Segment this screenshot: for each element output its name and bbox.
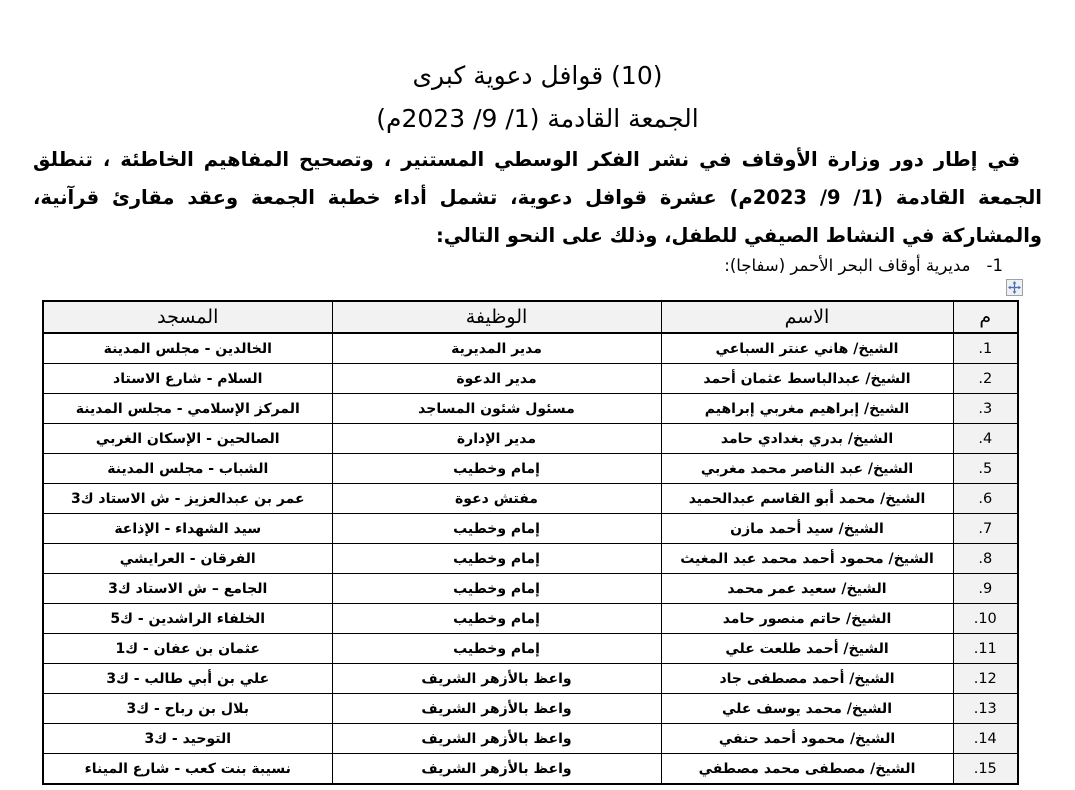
sheikh-name-cell: الشيخ/ بدري بغدادي حامد xyxy=(661,424,953,454)
job-title-cell: مدير المديرية xyxy=(332,333,661,364)
table-header-row xyxy=(43,301,1018,333)
job-title-cell: إمام وخطيب xyxy=(332,514,661,544)
mosque-cell: عمر بن عبدالعزيز - ش الاستاد ك3 xyxy=(43,484,332,514)
row-number-cell: 2. xyxy=(953,364,1018,394)
table-row xyxy=(43,424,1018,454)
header-number: م xyxy=(953,301,1018,333)
list-item-text: مديرية أوقاف البحر الأحمر (سفاجا): xyxy=(724,256,971,275)
row-number-cell: 14. xyxy=(953,724,1018,754)
job-title-cell: مدير الدعوة xyxy=(332,364,661,394)
row-number-cell: 3. xyxy=(953,394,1018,424)
sheikh-name-cell: الشيخ/ سيد أحمد مازن xyxy=(661,514,953,544)
job-title-cell: واعظ بالأزهر الشريف xyxy=(332,694,661,724)
job-title-cell: واعظ بالأزهر الشريف xyxy=(332,724,661,754)
header-job: الوظيفة xyxy=(332,301,661,333)
job-title-cell: مفتش دعوة xyxy=(332,484,661,514)
title-line-1: (10) قوافل دعوية كبرى xyxy=(412,61,663,90)
mosque-cell: المركز الإسلامي - مجلس المدينة xyxy=(43,394,332,424)
title-line-2: الجمعة القادمة (1/ 9/ 2023م) xyxy=(376,104,699,133)
row-number-cell: 12. xyxy=(953,664,1018,694)
sheikh-name-cell: الشيخ/ مصطفى محمد مصطفي xyxy=(661,754,953,785)
mosque-cell: التوحيد - ك3 xyxy=(43,724,332,754)
job-title-cell: إمام وخطيب xyxy=(332,544,661,574)
row-number-cell: 9. xyxy=(953,574,1018,604)
job-title-cell: إمام وخطيب xyxy=(332,574,661,604)
list-item-number: 1- xyxy=(986,256,1003,275)
mosque-cell: الصالحين - الإسكان الغربي xyxy=(43,424,332,454)
sheikh-name-cell: الشيخ/ سعيد عمر محمد xyxy=(661,574,953,604)
sheikh-name-cell: الشيخ/ إبراهيم مغربي إبراهيم xyxy=(661,394,953,424)
row-number-cell: 7. xyxy=(953,514,1018,544)
mosque-cell: الخالدين - مجلس المدينة xyxy=(43,333,332,364)
table-move-handle[interactable] xyxy=(1006,279,1023,296)
row-number-cell: 15. xyxy=(953,754,1018,785)
header-mosque: المسجد xyxy=(43,301,332,333)
sheikh-name-cell: الشيخ/ عبد الناصر محمد مغربي xyxy=(661,454,953,484)
mosque-cell: نسيبة بنت كعب - شارع الميناء xyxy=(43,754,332,785)
sheikh-name-cell: الشيخ/ محمد يوسف علي xyxy=(661,694,953,724)
job-title-cell: واعظ بالأزهر الشريف xyxy=(332,664,661,694)
row-number-cell: 8. xyxy=(953,544,1018,574)
row-number-cell: 5. xyxy=(953,454,1018,484)
caravans-roster-table xyxy=(42,300,1019,785)
row-number-cell: 11. xyxy=(953,634,1018,664)
mosque-cell: علي بن أبي طالب - ك3 xyxy=(43,664,332,694)
table-row xyxy=(43,544,1018,574)
table-row xyxy=(43,484,1018,514)
sheikh-name-cell: الشيخ/ محمود أحمد حنفي xyxy=(661,724,953,754)
mosque-cell: الفرقان - العرايشي xyxy=(43,544,332,574)
table-row xyxy=(43,364,1018,394)
table-row xyxy=(43,454,1018,484)
mosque-cell: السلام - شارع الاستاد xyxy=(43,364,332,394)
list-item-directorate xyxy=(724,256,1003,275)
mosque-cell: الشباب - مجلس المدينة xyxy=(43,454,332,484)
row-number-cell: 4. xyxy=(953,424,1018,454)
document-title xyxy=(0,54,1075,140)
mosque-cell: بلال بن رباح - ك3 xyxy=(43,694,332,724)
job-title-cell: إمام وخطيب xyxy=(332,634,661,664)
mosque-cell: الجامع – ش الاستاد ك3 xyxy=(43,574,332,604)
move-cross-icon xyxy=(1008,281,1021,294)
job-title-cell: إمام وخطيب xyxy=(332,604,661,634)
row-number-cell: 10. xyxy=(953,604,1018,634)
table-row xyxy=(43,514,1018,544)
job-title-cell: إمام وخطيب xyxy=(332,454,661,484)
table-row xyxy=(43,604,1018,634)
table-row xyxy=(43,394,1018,424)
table-row xyxy=(43,634,1018,664)
sheikh-name-cell: الشيخ/ محمد أبو القاسم عبدالحميد xyxy=(661,484,953,514)
table-row xyxy=(43,724,1018,754)
sheikh-name-cell: الشيخ/ هاني عنتر السباعي xyxy=(661,333,953,364)
table-row xyxy=(43,664,1018,694)
sheikh-name-cell: الشيخ/ أحمد طلعت علي xyxy=(661,634,953,664)
sheikh-name-cell: الشيخ/ حاتم منصور حامد xyxy=(661,604,953,634)
row-number-cell: 13. xyxy=(953,694,1018,724)
intro-paragraph: في إطار دور وزارة الأوقاف في نشر الفكر الوسطي المستنير ، وتصحيح المفاهيم الخاطئة ، تنطلق الجمعة القادمة (1/ 9/ 2023م) عشرة قوافل دعوية، تشمل أداء خطبة الجمعة وعقد مقارئ قرآنية، والمشاركة في النشاط الصيفي للطفل، وذلك على النحو التالي: xyxy=(33,148,1042,247)
sheikh-name-cell: الشيخ/ محمود أحمد محمد عبد المغيث xyxy=(661,544,953,574)
sheikh-name-cell: الشيخ/ أحمد مصطفى جاد xyxy=(661,664,953,694)
mosque-cell: الخلفاء الراشدين - ك5 xyxy=(43,604,332,634)
row-number-cell: 6. xyxy=(953,484,1018,514)
header-name: الاسم xyxy=(661,301,953,333)
table-row xyxy=(43,574,1018,604)
sheikh-name-cell: الشيخ/ عبدالباسط عثمان أحمد xyxy=(661,364,953,394)
job-title-cell: واعظ بالأزهر الشريف xyxy=(332,754,661,785)
table-row xyxy=(43,694,1018,724)
job-title-cell: مدير الإدارة xyxy=(332,424,661,454)
mosque-cell: عثمان بن عفان - ك1 xyxy=(43,634,332,664)
row-number-cell: 1. xyxy=(953,333,1018,364)
table-row xyxy=(43,333,1018,364)
job-title-cell: مسئول شئون المساجد xyxy=(332,394,661,424)
mosque-cell: سيد الشهداء - الإذاعة xyxy=(43,514,332,544)
table-row xyxy=(43,754,1018,785)
table-body xyxy=(43,333,1018,784)
